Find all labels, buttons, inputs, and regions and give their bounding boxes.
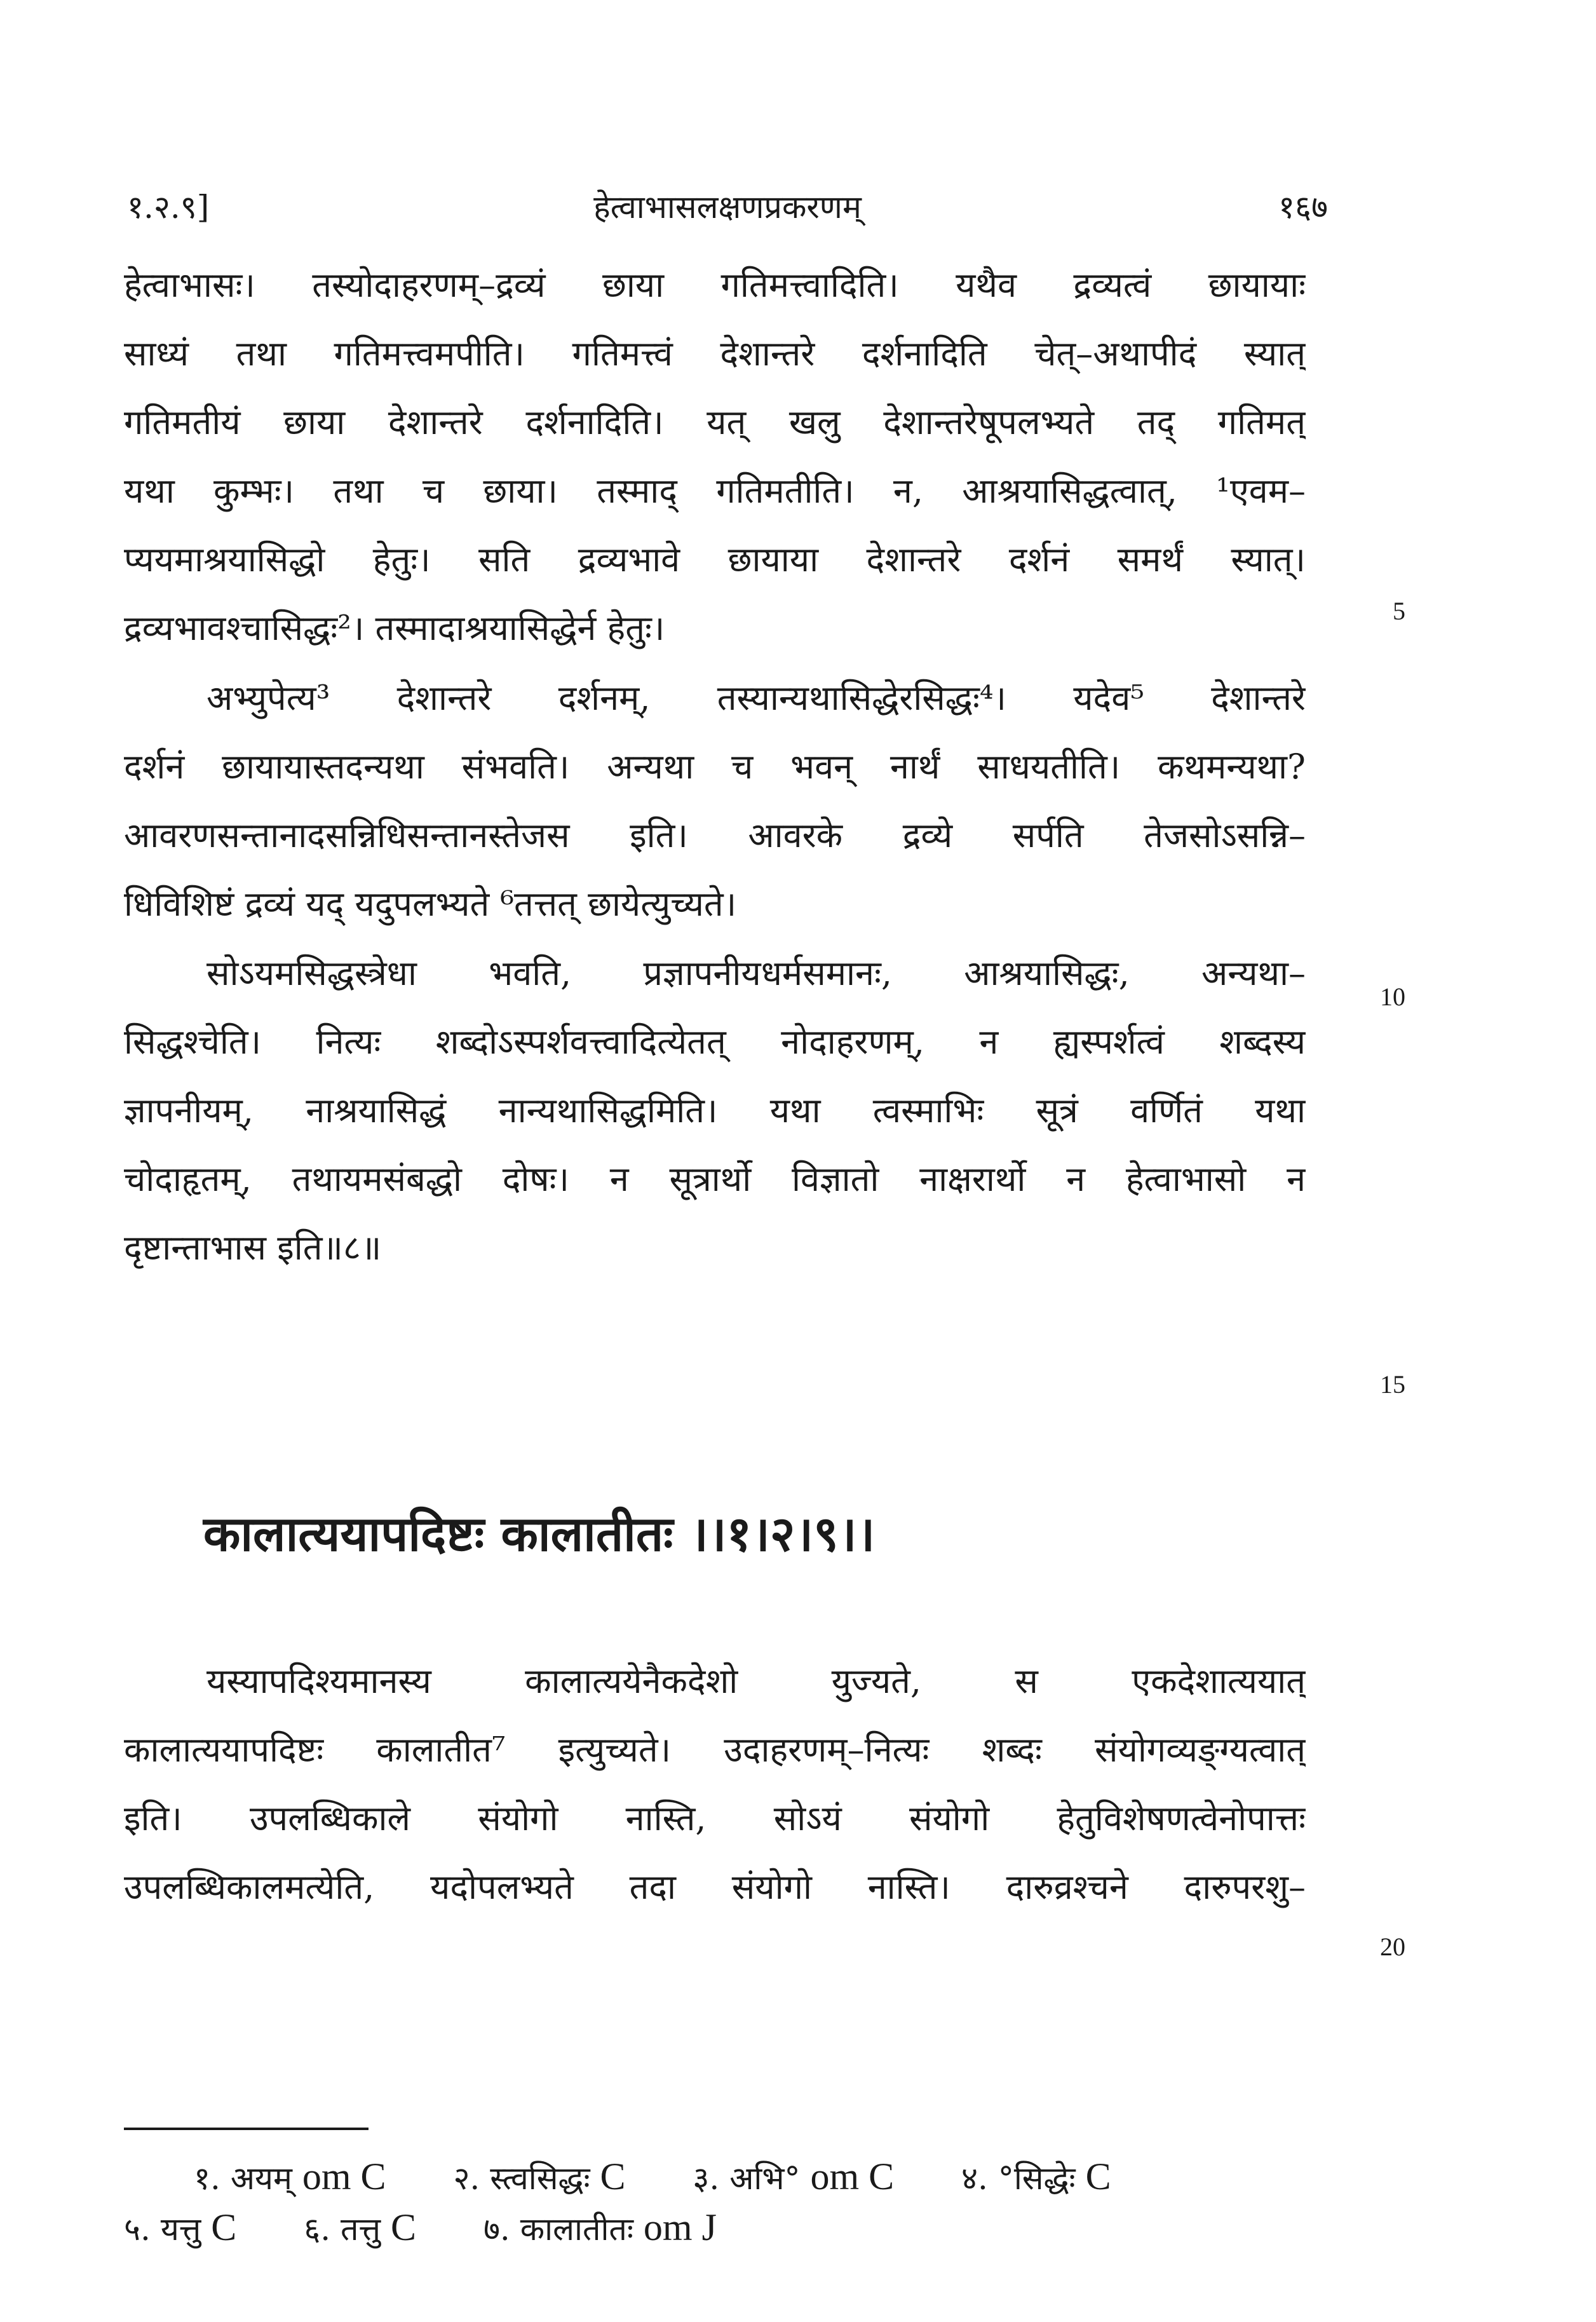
line-number: 5 — [1393, 597, 1405, 625]
line-number: 20 — [1380, 1932, 1405, 1961]
footnote-4 — [961, 2151, 1111, 2204]
footnote-row — [124, 2202, 1331, 2253]
text-line: यथा कुम्भः। तथा च छाया। तस्माद् गतिमतीति। न, आश्रयासिद्धत्वात्, ¹एवम– — [124, 471, 1306, 511]
footnote-siglum: om C — [810, 2156, 895, 2197]
text-line: दर्शनं छायायास्तदन्यथा संभवति। अन्यथा च भवन् नार्थं साधयतीति। कथमन्यथा? — [124, 747, 1306, 787]
text-line: प्ययमाश्रयासिद्धो हेतुः। सति द्रव्यभावे छायाया देशान्तरे दर्शनं समर्थं स्यात्। — [124, 540, 1306, 580]
footnote-lemma: स्त्वसिद्धः — [490, 2160, 590, 2197]
footnote-siglum: C — [600, 2156, 626, 2197]
text-line: उपलब्धिकालमत्येति, यदोपलभ्यते तदा संयोगो नास्ति। दारुव्रश्चने दारुपरशु– — [124, 1867, 1306, 1907]
footnote-lemma: °सिद्धेः — [998, 2160, 1076, 2197]
line-number: 15 — [1380, 1370, 1405, 1399]
footnote-mark: ३. — [693, 2160, 720, 2197]
text-line: दृष्टान्ताभास इति॥८॥ — [124, 1228, 382, 1268]
running-head — [127, 184, 1328, 229]
paragraph-3 — [124, 939, 1306, 1282]
page-number: १६७ — [1278, 189, 1328, 226]
sutra-heading: कालात्ययापदिष्टः कालातीतः ।।१।२।९।। — [203, 1505, 876, 1562]
footnote-row — [124, 2151, 1331, 2202]
text-line: आवरणसन्तानादसन्निधिसन्तानस्तेजस इति। आवरके द्रव्ये सर्पति तेजसोऽसन्नि– — [124, 815, 1306, 855]
paragraph-2 — [124, 664, 1306, 939]
footnote-lemma: कालातीतः — [520, 2211, 633, 2248]
chapter-title: हेत्वाभासलक्षणप्रकरणम् — [593, 189, 862, 226]
text-line: अभ्युपेत्य³ देशान्तरे दर्शनम्, तस्यान्यथासिद्धेरसिद्धः⁴। यदेव⁵ देशान्तरे — [206, 678, 1306, 718]
footnote-5 — [124, 2202, 236, 2255]
footnote-7 — [484, 2202, 717, 2255]
text-line: साध्यं तथा गतिमत्त्वमपीति। गतिमत्त्वं देशान्तरे दर्शनादिति चेत्–अथापीदं स्यात् — [124, 334, 1306, 374]
footnote-mark: ६. — [304, 2211, 331, 2248]
footnote-siglum: om J — [643, 2206, 717, 2248]
footnote-lemma: अभि° — [729, 2160, 801, 2197]
text-line: गतिमतीयं छाया देशान्तरे दर्शनादिति। यत् खलु देशान्तरेषूपलभ्यते तद् गतिमत् — [124, 402, 1306, 442]
footnote-separator — [124, 2128, 369, 2130]
footnote-mark: २. — [453, 2160, 480, 2197]
text-line: धिविशिष्टं द्रव्यं यद् यदुपलभ्यते ⁶तत्तत् छायेत्युच्यते। — [124, 884, 737, 924]
text-line: सोऽयमसिद्धस्त्रेधा भवति, प्रज्ञापनीयधर्मसमानः, आश्रयासिद्धः, अन्यथा– — [206, 953, 1306, 993]
footnote-siglum: C — [391, 2206, 417, 2248]
footnote-lemma: तत्तु — [341, 2211, 381, 2248]
footnote-1 — [194, 2151, 386, 2204]
section-reference: १.२.९] — [127, 189, 210, 226]
footnote-siglum: C — [1085, 2156, 1111, 2197]
footnote-3 — [693, 2151, 894, 2204]
text-line: यस्यापदिश्यमानस्य कालात्ययेनैकदेशो युज्यते, स एकदेशात्ययात् — [206, 1661, 1306, 1701]
footnotes — [124, 2151, 1331, 2253]
text-line: सिद्धश्चेति। नित्यः शब्दोऽस्पर्शवत्त्वादित्येतत् नोदाहरणम्, न ह्यस्पर्शत्वं शब्दस्य — [124, 1022, 1306, 1062]
paragraph-1 — [124, 251, 1306, 663]
footnote-mark: १. — [194, 2160, 220, 2197]
text-line: इति। उपलब्धिकाले संयोगो नास्ति, सोऽयं संयोगो हेतुविशेषणत्वेनोपात्तः — [124, 1798, 1306, 1838]
footnote-mark: ५. — [124, 2211, 151, 2248]
text-line: कालात्ययापदिष्टः कालातीत⁷ इत्युच्यते। उदाहरणम्–नित्यः शब्दः संयोगव्यङ्ग्यत्वात् — [124, 1730, 1306, 1770]
paragraph-4 — [124, 1647, 1306, 1922]
text-line: चोदाहृतम्, तथायमसंबद्धो दोषः। न सूत्रार्थो विज्ञातो नाक्षरार्थो न हेत्वाभासो न — [124, 1159, 1306, 1199]
footnote-lemma: अयम् — [230, 2160, 292, 2197]
text-line: हेत्वाभासः। तस्योदाहरणम्–द्रव्यं छाया गतिमत्त्वादिति। यथैव द्रव्यत्वं छायायाः — [124, 265, 1306, 305]
footnote-mark: ७. — [483, 2211, 510, 2248]
footnote-lemma: यत्तु — [160, 2211, 201, 2248]
text-line: ज्ञापनीयम्, नाश्रयासिद्धं नान्यथासिद्धमिति। यथा त्वस्माभिः सूत्रं वर्णितं यथा — [124, 1090, 1306, 1130]
footnote-siglum: C — [211, 2206, 237, 2248]
text-line: द्रव्यभावश्चासिद्धः²। तस्मादाश्रयासिद्धेर्न हेतुः। — [124, 608, 665, 648]
footnote-6 — [304, 2202, 416, 2255]
footnote-siglum: om C — [302, 2156, 386, 2197]
footnote-2 — [453, 2151, 625, 2204]
footnote-mark: ४. — [961, 2160, 988, 2197]
line-number: 10 — [1380, 982, 1405, 1011]
